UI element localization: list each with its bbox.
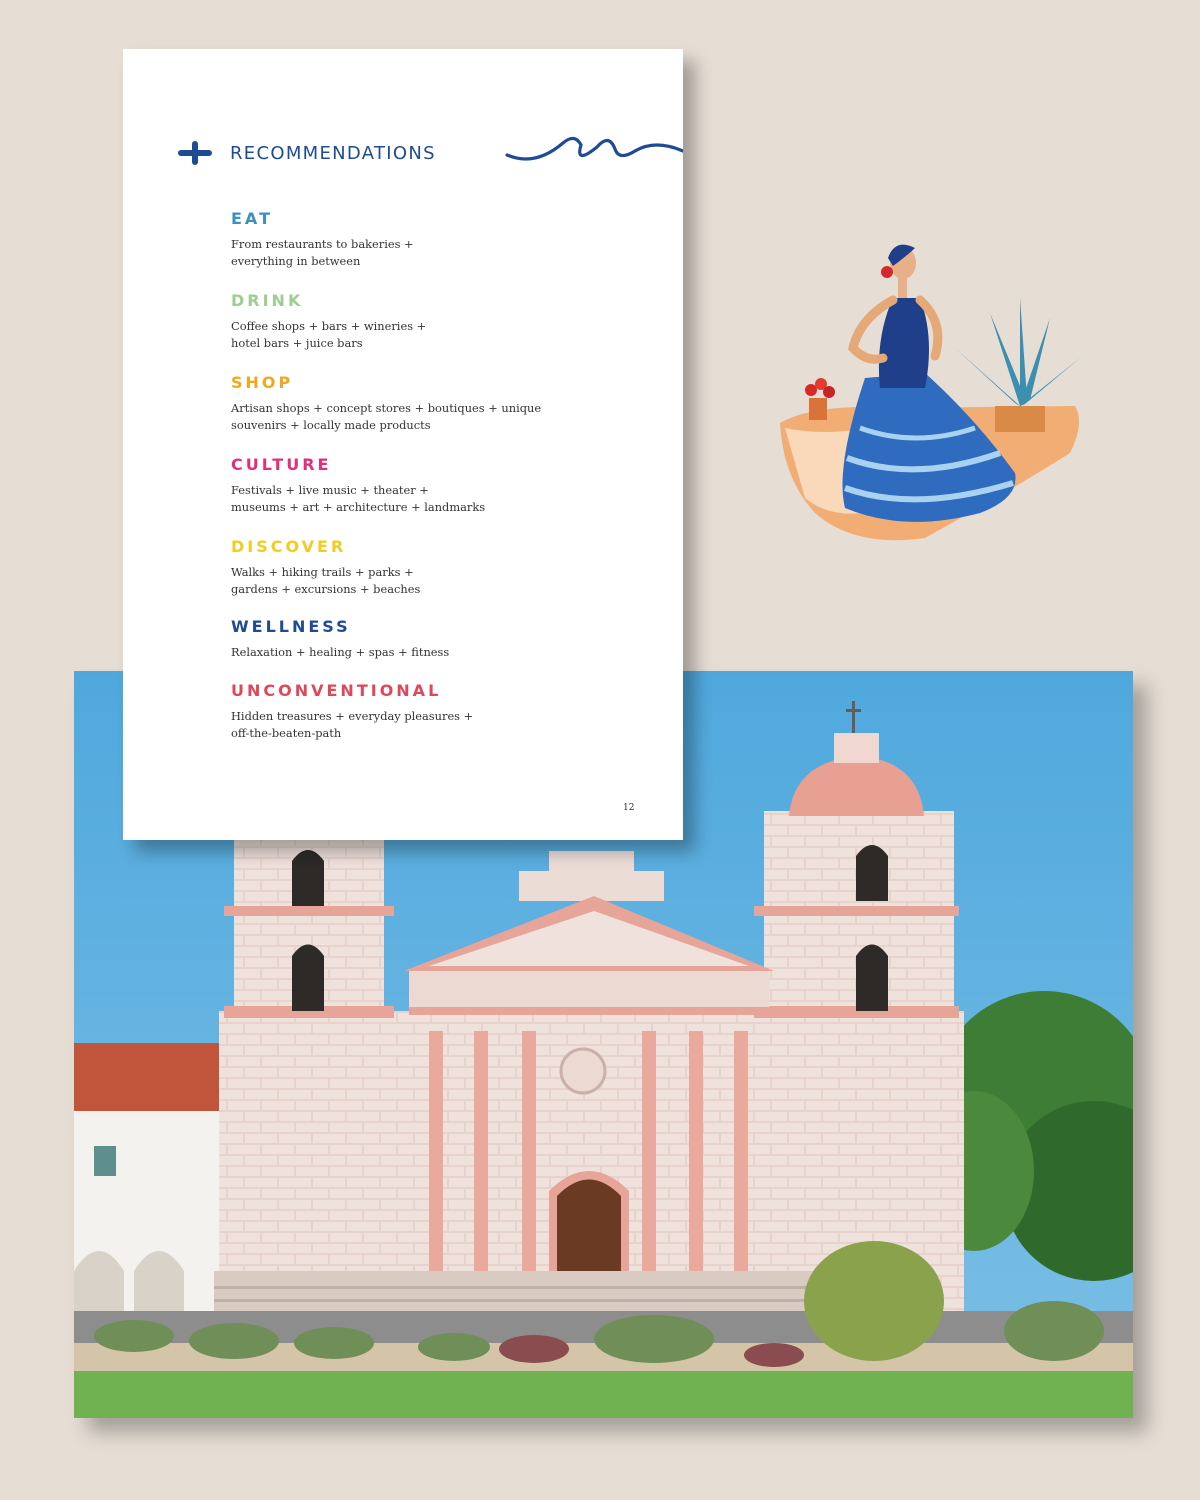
- section-description: Coffee shops + bars + wineries + hotel bars + juice bars: [231, 319, 427, 350]
- section-heading: UNCONVENTIONAL: [231, 681, 442, 700]
- section-heading: EAT: [231, 209, 273, 228]
- section-heading: CULTURE: [231, 455, 332, 474]
- section-description: Relaxation + healing + spas + fitness: [231, 645, 450, 659]
- section-heading: WELLNESS: [231, 617, 351, 636]
- section-heading: DISCOVER: [231, 537, 347, 556]
- section-description: From restaurants to bakeries + everything in between: [231, 237, 414, 268]
- section-discover: [231, 537, 651, 598]
- wave-icon: [505, 121, 683, 169]
- section-shop: [231, 373, 651, 434]
- page-title: RECOMMENDATIONS: [230, 142, 436, 164]
- section-description: Festivals + live music + theater + museums + art + architecture + landmarks: [231, 483, 486, 514]
- section-heading: SHOP: [231, 373, 294, 392]
- page-header: [178, 141, 436, 165]
- section-culture: [231, 455, 651, 516]
- section-unconventional: [231, 681, 651, 742]
- recommendations-page: [123, 49, 683, 840]
- section-description: Artisan shops + concept stores + boutiques + unique souvenirs + locally made products: [231, 401, 542, 432]
- section-drink: [231, 291, 651, 352]
- section-wellness: [231, 617, 651, 661]
- plus-icon: [178, 141, 214, 165]
- dancer-illustration: [775, 238, 1085, 550]
- section-description: Walks + hiking trails + parks + gardens + excursions + beaches: [231, 565, 421, 596]
- section-eat: [231, 209, 651, 270]
- page-number: 12: [623, 803, 635, 813]
- section-heading: DRINK: [231, 291, 304, 310]
- section-description: Hidden treasures + everyday pleasures + off-the-beaten-path: [231, 709, 474, 740]
